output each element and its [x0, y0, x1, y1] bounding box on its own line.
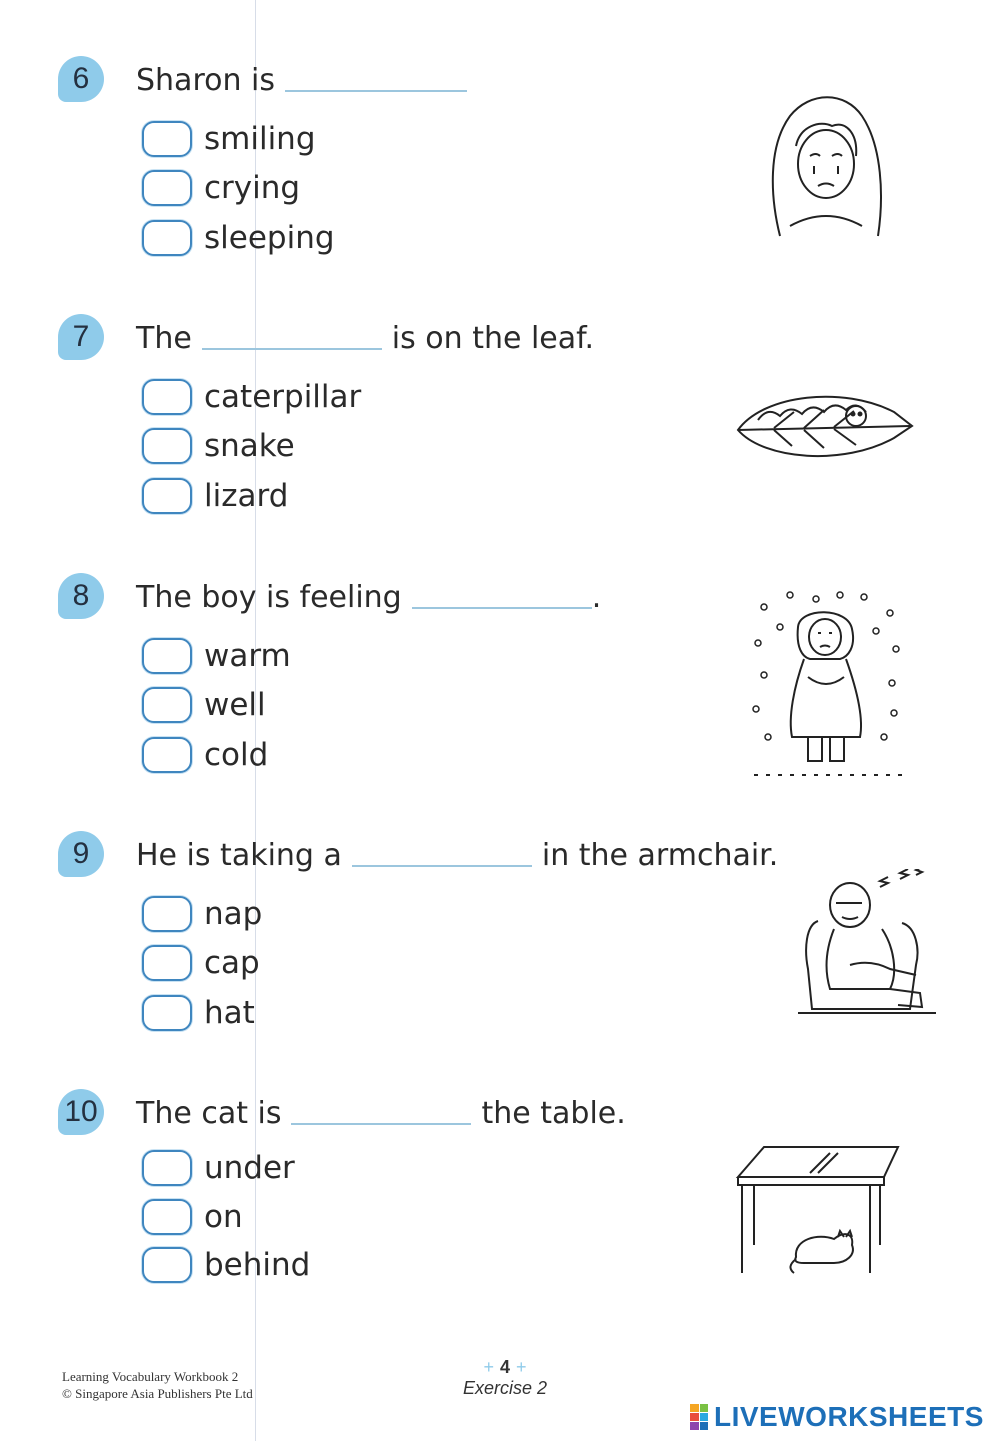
plus-decoration-icon: + [516, 1357, 527, 1377]
question-sentence [136, 575, 601, 615]
option-checkbox[interactable] [142, 945, 192, 981]
question-6 [0, 56, 999, 306]
answer-blank[interactable] [412, 607, 592, 609]
option-checkbox[interactable] [142, 478, 192, 514]
option-crying[interactable] [142, 167, 300, 209]
option-label: nap [204, 896, 263, 932]
option-label: warm [204, 638, 291, 674]
sentence-end: . [591, 580, 602, 615]
sentence-start: The boy is feeling [136, 580, 402, 615]
option-label: sleeping [204, 220, 335, 256]
question-number-badge: 9 [58, 831, 104, 877]
exercise-label: Exercise 2 [462, 1378, 548, 1398]
sentence-start: The cat is [136, 1096, 282, 1131]
option-checkbox[interactable] [142, 428, 192, 464]
question-9 [0, 831, 999, 1081]
option-checkbox[interactable] [142, 737, 192, 773]
question-number-badge: 7 [58, 314, 104, 360]
option-checkbox[interactable] [142, 995, 192, 1031]
option-checkbox[interactable] [142, 170, 192, 206]
sentence-start: He is taking a [136, 838, 342, 873]
question-sentence [136, 1091, 626, 1131]
option-smiling[interactable] [142, 118, 316, 160]
option-cold[interactable] [142, 734, 268, 776]
question-sentence [136, 58, 467, 98]
option-label: lizard [204, 478, 289, 514]
option-warm[interactable] [142, 635, 291, 677]
option-label: hat [204, 995, 255, 1031]
answer-blank[interactable] [202, 348, 382, 350]
option-checkbox[interactable] [142, 379, 192, 415]
cat-under-table-icon [734, 1141, 904, 1281]
question-sentence [136, 316, 594, 356]
option-checkbox[interactable] [142, 1150, 192, 1186]
footer-credits [62, 1368, 253, 1402]
page-footer-center [440, 1357, 570, 1399]
sentence-end: is on the leaf. [391, 321, 595, 356]
liveworksheets-brand[interactable] [690, 1400, 984, 1434]
option-checkbox[interactable] [142, 687, 192, 723]
option-hat[interactable] [142, 992, 255, 1034]
cold-boy-in-snow-icon [744, 587, 910, 787]
sentence-end: in the armchair. [541, 838, 779, 873]
answer-blank[interactable] [285, 90, 467, 92]
crying-girl-icon [760, 86, 890, 246]
page-number [440, 1357, 570, 1378]
sentence-start: Sharon is [136, 63, 275, 98]
option-label: on [204, 1199, 243, 1235]
answer-blank[interactable] [352, 865, 532, 867]
option-label: well [204, 687, 266, 723]
question-10 [0, 1089, 999, 1339]
option-label: snake [204, 428, 295, 464]
option-label: crying [204, 170, 301, 206]
liveworksheets-logo-icon [690, 1404, 708, 1430]
question-number-badge: 8 [58, 573, 104, 619]
option-nap[interactable] [142, 893, 262, 935]
option-label: behind [204, 1247, 311, 1283]
option-lizard[interactable] [142, 475, 288, 517]
answer-blank[interactable] [291, 1123, 471, 1125]
book-title: Learning Vocabulary Workbook 2 [62, 1369, 239, 1384]
brand-name: LIVEWORKSHEETS [714, 1401, 984, 1432]
question-8 [0, 573, 999, 823]
option-label: under [204, 1150, 295, 1186]
option-label: caterpillar [204, 379, 362, 415]
option-checkbox[interactable] [142, 1199, 192, 1235]
option-sleeping[interactable] [142, 217, 335, 259]
option-snake[interactable] [142, 425, 295, 467]
option-caterpillar[interactable] [142, 376, 361, 418]
option-label: cold [204, 737, 269, 773]
question-sentence [136, 833, 778, 873]
question-number-badge: 6 [58, 56, 104, 102]
option-checkbox[interactable] [142, 220, 192, 256]
copyright-text: © Singapore Asia Publishers Pte Ltd [62, 1386, 253, 1401]
option-checkbox[interactable] [142, 896, 192, 932]
option-on[interactable] [142, 1196, 243, 1238]
sentence-start: The [136, 321, 192, 356]
option-behind[interactable] [142, 1244, 310, 1286]
option-checkbox[interactable] [142, 1247, 192, 1283]
question-7 [0, 314, 999, 564]
option-under[interactable] [142, 1147, 295, 1189]
caterpillar-on-leaf-icon [734, 382, 916, 472]
option-label: smiling [204, 121, 316, 157]
plus-decoration-icon: + [483, 1357, 494, 1377]
option-label: cap [204, 945, 260, 981]
question-number-badge: 10 [58, 1089, 104, 1135]
option-cap[interactable] [142, 942, 260, 984]
sentence-end: the table. [481, 1096, 626, 1131]
page-number-value: 4 [499, 1357, 510, 1377]
man-napping-armchair-icon [790, 869, 940, 1019]
option-checkbox[interactable] [142, 121, 192, 157]
option-well[interactable] [142, 684, 266, 726]
option-checkbox[interactable] [142, 638, 192, 674]
